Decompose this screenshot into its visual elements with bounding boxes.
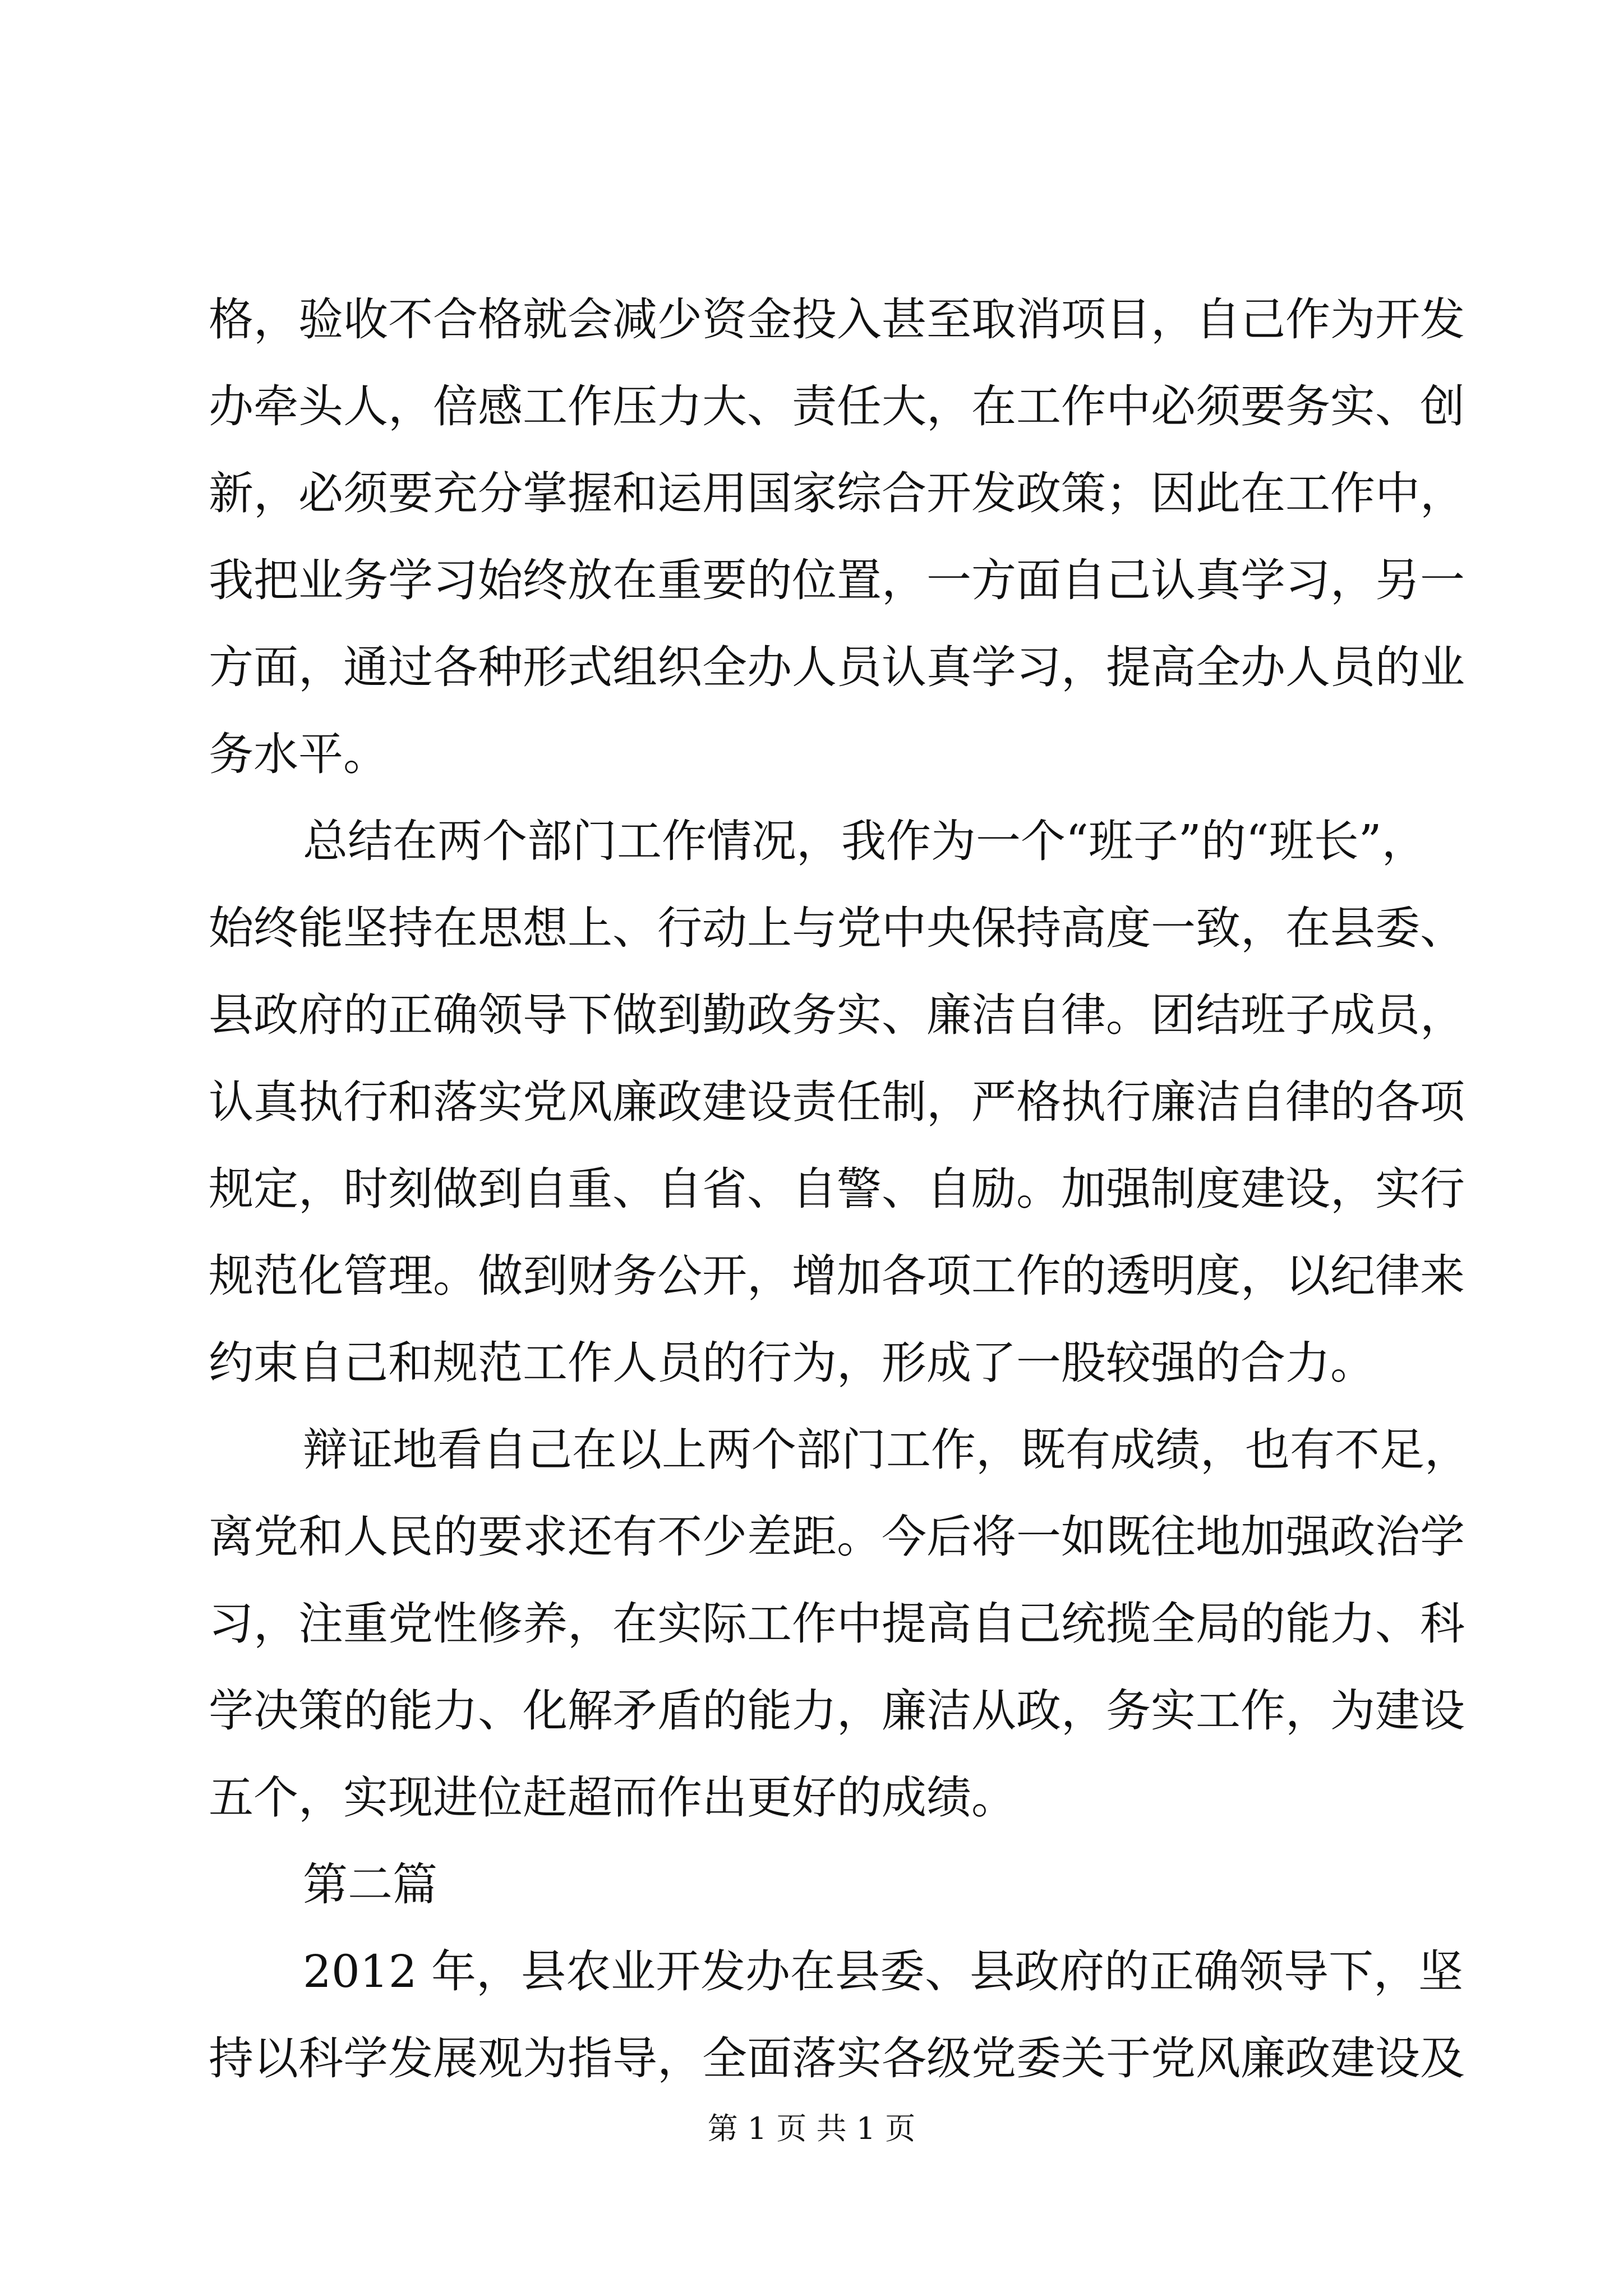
text-line: 我把业务学习始终放在重要的位置，一方面自己认真学习，另一 [209, 554, 1465, 606]
text-line: 始终能坚持在思想上、行动上与党中央保持高度一致，在县委、 [209, 902, 1465, 954]
page-footer: 第 1 页 共 1 页 [707, 2111, 916, 2146]
text-line: 办牵头人，倍感工作压力大、责任大，在工作中必须要务实、创 [209, 380, 1465, 432]
text-line: 规定，时刻做到自重、自省、自警、自励。加强制度建设，实行 [209, 1163, 1465, 1215]
text-line: 格，验收不合格就会减少资金投入甚至取消项目，自己作为开发 [209, 293, 1465, 346]
paragraph-first-line: 总结在两个部门工作情况，我作为一个“班子”的“班长”， [303, 815, 1427, 867]
text-line: 约束自己和规范工作人员的行为，形成了一股较强的合力。 [209, 1337, 1375, 1389]
text-line: 离党和人民的要求还有不少差距。今后将一如既往地加强政治学 [209, 1511, 1465, 1563]
paragraph-first-line: 2012 年，县农业开发办在县委、县政府的正确领导下，坚 [303, 1945, 1464, 1998]
text-line: 认真执行和落实党风廉政建设责任制，严格执行廉洁自律的各项 [209, 1076, 1465, 1128]
text-line: 五个，实现进位赶超而作出更好的成绩。 [209, 1772, 1016, 1824]
text-line: 务水平。 [209, 728, 388, 780]
text-line: 持以科学发展观为指导，全面落实各级党委关于党风廉政建设及 [209, 2032, 1465, 2085]
text-line: 习，注重党性修养，在实际工作中提高自己统揽全局的能力、科 [209, 1598, 1465, 1650]
text-line: 县政府的正确领导下做到勤政务实、廉洁自律。团结班子成员， [209, 989, 1465, 1041]
section-heading: 第二篇 [303, 1858, 437, 1911]
text-line: 方面，通过各种形式组织全办人员认真学习，提高全办人员的业 [209, 641, 1465, 693]
text-line: 新，必须要充分掌握和运用国家综合开发政策；因此在工作中， [209, 467, 1465, 519]
text-line: 学决策的能力、化解矛盾的能力，廉洁从政，务实工作，为建设 [209, 1685, 1465, 1737]
text-line: 规范化管理。做到财务公开，增加各项工作的透明度，以纪律来 [209, 1250, 1465, 1302]
paragraph-first-line: 辩证地看自己在以上两个部门工作，既有成绩，也有不足， [303, 1424, 1469, 1476]
